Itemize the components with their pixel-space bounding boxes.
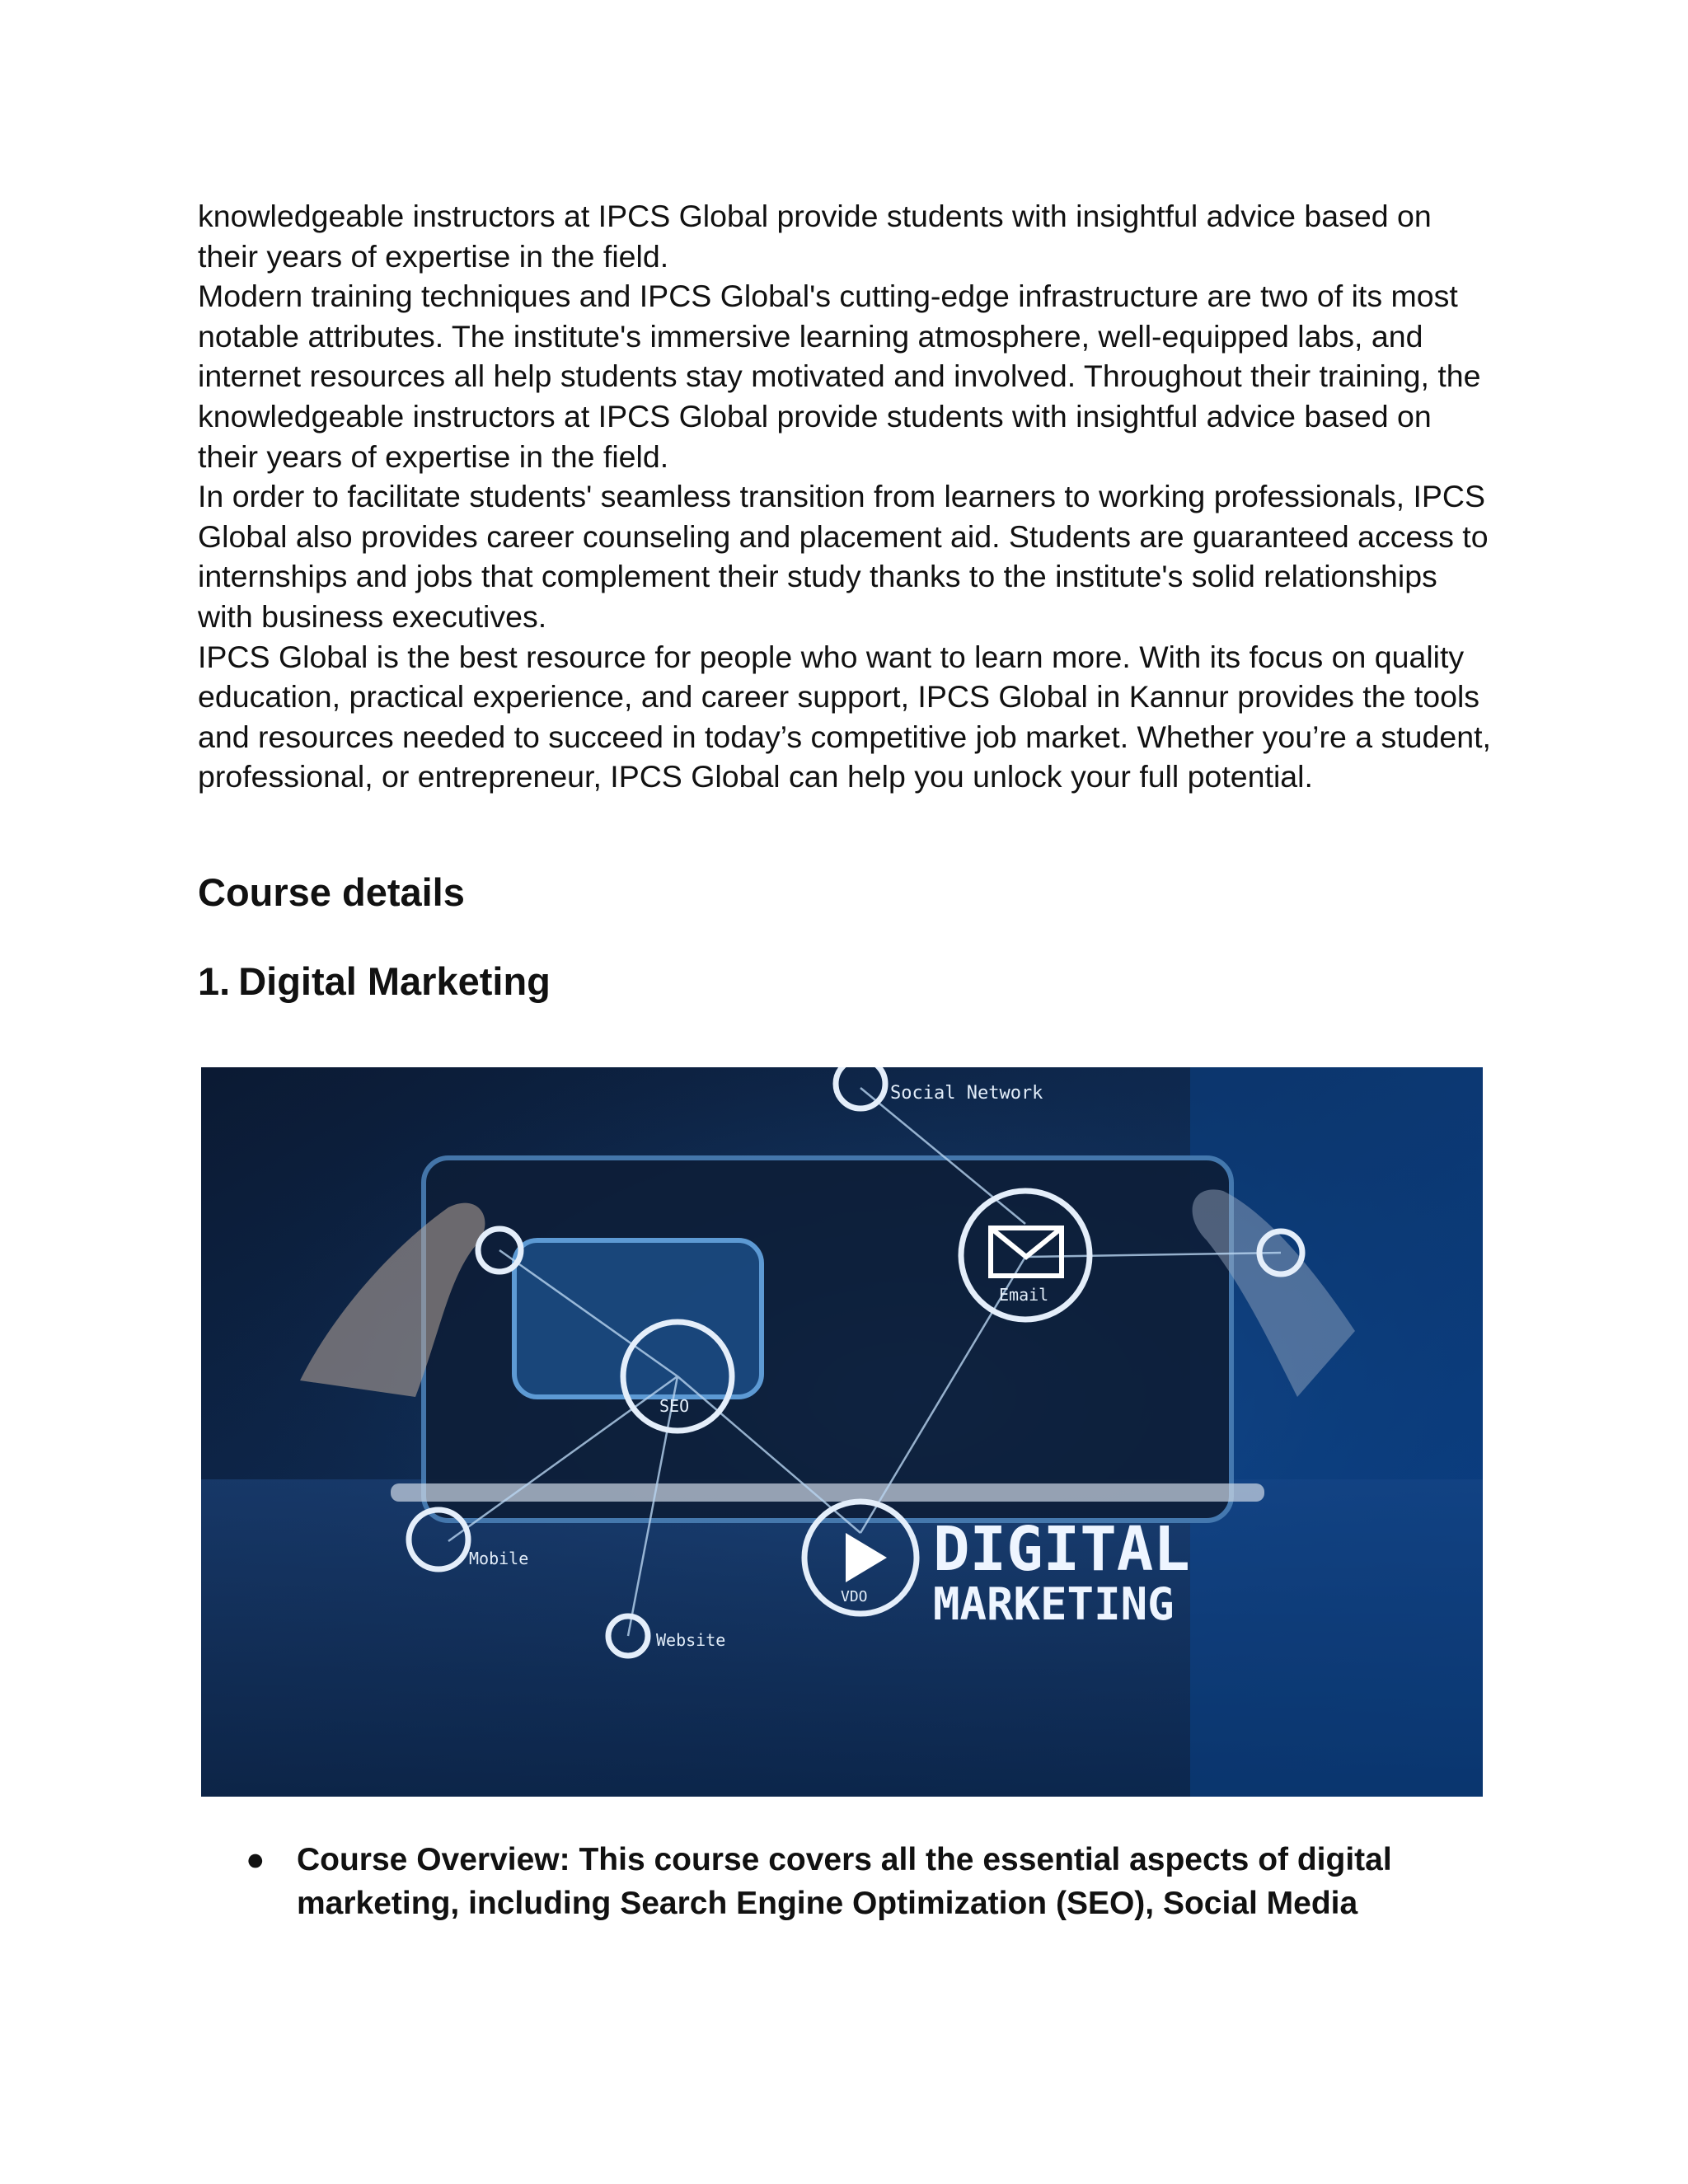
video-label: VDO: [841, 1588, 868, 1605]
digital-marketing-image: [201, 1067, 1483, 1797]
seo-label: SEO: [659, 1396, 690, 1416]
social-network-label: Social Network: [890, 1083, 1043, 1104]
bullet-marker: ●: [246, 1842, 265, 1877]
paragraph-2: Modern training techniques and IPCS Global's cutting-edge infrastructure are two of its most notable attributes. The institute's immersive learning atmosphere, well-equipped labs, and internet resources all help students stay motivated and involved. Throughout their training, the knowledgeable instructors at IPCS Global provide students with insightful advice based on their years of expertise in the field.: [198, 279, 1481, 474]
body-text: [198, 196, 1500, 797]
list-item: [198, 1838, 1484, 1925]
course-item-title: Digital Marketing: [238, 959, 551, 1003]
hero-title-line2: MARKETING: [933, 1578, 1175, 1630]
paragraph-4: IPCS Global is the best resource for people who want to learn more. With its focus on quality education, practical experience, and career support, IPCS Global in Kannur provides the tools and resources needed to succeed in today’s competitive job market. Whether you’re a student, professional, or entrepreneur, IPCS Global can help you unlock your full potential.: [198, 639, 1491, 794]
paragraph-1: knowledgeable instructors at IPCS Global provide students with insightful advice based on their years of expertise in the field.: [198, 199, 1432, 274]
email-label: Email: [999, 1285, 1049, 1305]
course-item-number: 1.: [198, 959, 231, 1003]
mobile-label: Mobile: [469, 1549, 529, 1568]
paragraph-3: In order to facilitate students' seamless transition from learners to working professionals, IPCS Global also provides career counseling and placement aid. Students are guaranteed access to internships and jobs that complement their study thanks to the institute's solid relationships with business executives.: [198, 479, 1489, 634]
course-item-heading: [198, 958, 551, 1004]
bullet-text: Course Overview: This course covers all the essential aspects of digital marketing, including Search Engine Optimization (SEO), Social Media: [297, 1842, 1392, 1921]
course-bullet-list: [198, 1838, 1484, 1925]
hero-title-line1: DIGITAL: [933, 1514, 1190, 1585]
hero-title: [933, 1514, 1190, 1630]
course-details-heading: Course details: [198, 870, 465, 914]
website-label: Website: [656, 1630, 726, 1650]
